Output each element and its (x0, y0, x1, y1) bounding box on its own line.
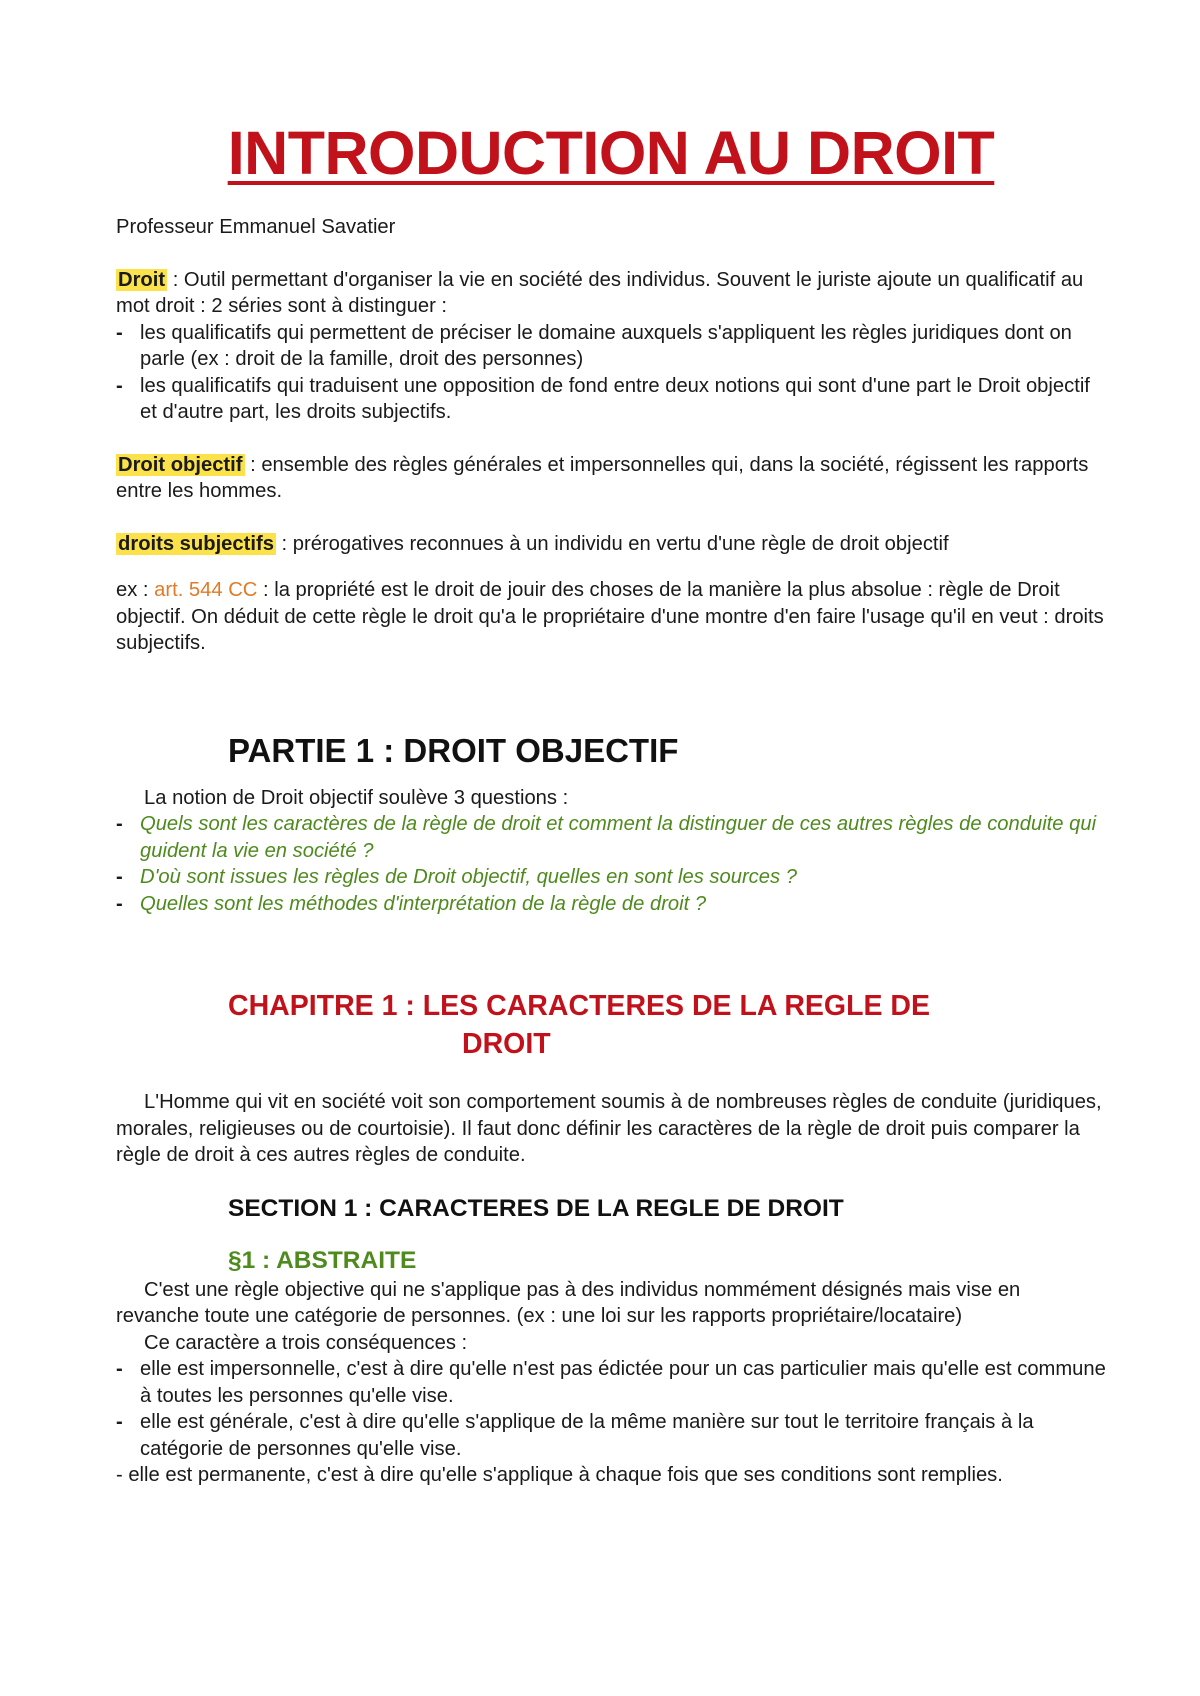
term-droit-objectif: Droit objectif (118, 453, 243, 476)
definition-droits-subjectifs (116, 531, 1106, 558)
definition-droits-subjectifs-text: : prérogatives reconnues à un individu en vertu d'une règle de droit objectif (275, 532, 949, 555)
example-prefix: ex : (116, 579, 155, 601)
definition-droit-text: : Outil permettant d'organiser la vie en société des individus. Souvent le juriste ajoute un qualificatif au mot droit : 2 séries sont à distinguer : (116, 268, 1084, 317)
list-item: - les qualificatifs qui permettent de préciser le domaine auxquels s'appliquent les règles juridiques dont on parle (ex : droit de la famille, droit des personnes) (116, 320, 1106, 373)
list-item: - Quels sont les caractères de la règle de droit et comment la distinguer de ces autres règles de conduite qui guident la vie en société ? (116, 811, 1106, 864)
chapitre-1-heading-line2: DROIT (462, 1028, 551, 1060)
list-item: - D'où sont issues les règles de Droit objectif, quelles en sont les sources ? (116, 864, 1106, 891)
partie-1-heading: PARTIE 1 : DROIT OBJECTIF (228, 731, 679, 769)
partie-1-question-list (116, 811, 1106, 917)
author-line: Professeur Emmanuel Savatier (116, 216, 396, 238)
term-droits-subjectifs: droits subjectifs (118, 532, 274, 555)
term-droit: Droit (118, 268, 166, 291)
paragraph-1-last: - elle est permanente, c'est à dire qu'elle s'applique à chaque fois que ses conditions sont remplies. (116, 1464, 1003, 1486)
definition-droit-objectif (116, 452, 1106, 505)
partie-1-intro: La notion de Droit objectif soulève 3 questions : (144, 786, 569, 809)
consequences-list (116, 1356, 1106, 1462)
definition-droit (116, 267, 1106, 320)
chapitre-1-heading-line1: CHAPITRE 1 : LES CARACTERES DE LA REGLE DE (228, 990, 931, 1022)
droit-qualifier-list (116, 320, 1106, 426)
example-paragraph (116, 577, 1106, 657)
chapitre-1-intro: L'Homme qui vit en société voit son comportement soumis à de nombreuses règles de conduite (juridiques, morales, religieuses ou de courtoisie). Il faut donc définir les caractères de la règle de droit puis comparer la règle de droit à ces autres règles de conduite. (116, 1091, 1102, 1166)
document-page (116, 118, 1106, 1489)
paragraph-1-text: C'est une règle objective qui ne s'applique pas à des individus nommément désignés mais vise en revanche toute une catégorie de personnes. (ex : une loi sur les rapports propriétaire/locataire) (116, 1278, 1021, 1327)
paragraph-1-heading: §1 : ABSTRAITE (228, 1246, 417, 1274)
document-title: INTRODUCTION AU DROIT (227, 119, 995, 187)
definition-droit-objectif-text: : ensemble des règles générales et impersonnelles qui, dans la société, régissent les rapports entre les hommes. (116, 453, 1089, 502)
example-text: : la propriété est le droit de jouir des choses de la manière la plus absolue : règle de Droit objectif. On déduit de cette règle le droit qu'a le propriétaire d'une montre d'en faire l'usage qu'il en veut : droits subjectifs. (116, 579, 1104, 654)
list-item: - elle est générale, c'est à dire qu'elle s'applique de la même manière sur tout le territoire français à la catégorie de personnes qu'elle vise. (116, 1409, 1106, 1462)
list-item: - Quelles sont les méthodes d'interprétation de la règle de droit ? (116, 891, 1106, 918)
paragraph-1-consequences: Ce caractère a trois conséquences : (144, 1331, 468, 1354)
chapitre-1-heading (228, 987, 1106, 1063)
code-reference: art. 544 CC (154, 579, 258, 601)
section-1-heading: SECTION 1 : CARACTERES DE LA REGLE DE DROIT (228, 1194, 844, 1222)
list-item: - les qualificatifs qui traduisent une opposition de fond entre deux notions qui sont d'une part le Droit objectif et d'autre part, les droits subjectifs. (116, 373, 1106, 426)
list-item: - elle est impersonnelle, c'est à dire qu'elle n'est pas édictée pour un cas particulier mais qu'elle est commune à toutes les personnes qu'elle vise. (116, 1356, 1106, 1409)
